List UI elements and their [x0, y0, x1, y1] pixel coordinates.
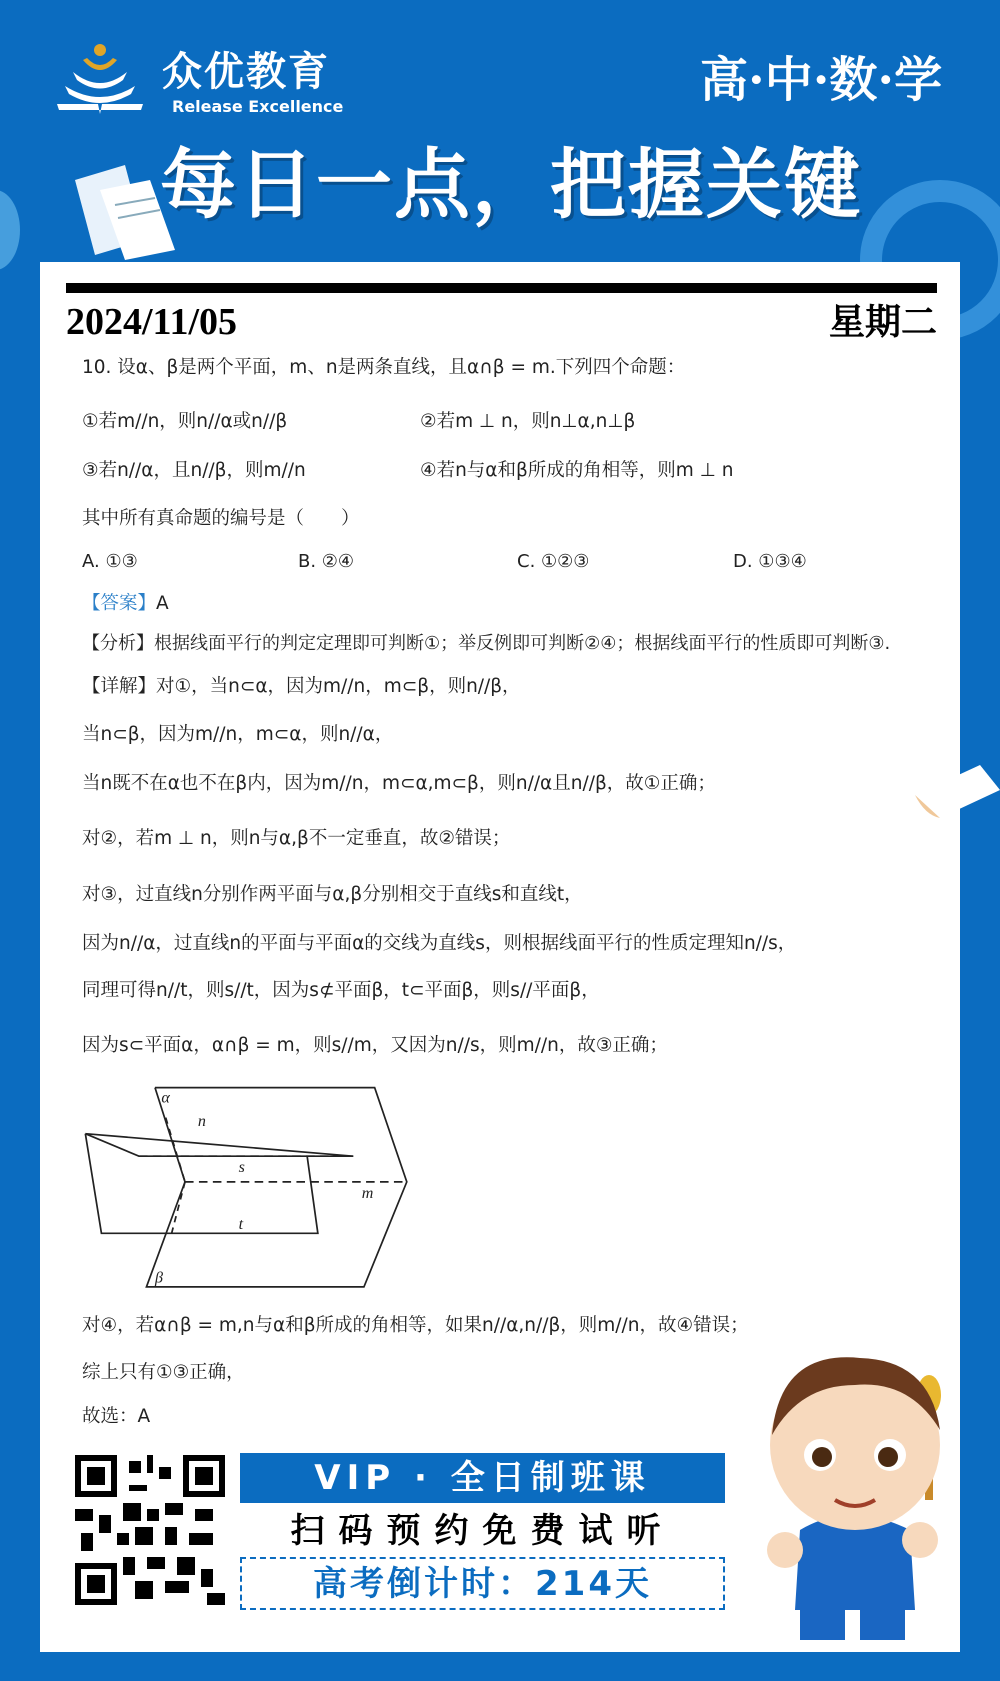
answer-tag: 【答案】: [82, 593, 157, 614]
final-answer: 故选：A: [82, 1406, 151, 1427]
solution-line: 对②，若m ⊥ n，则n与α,β不一定垂直，故②错误；: [82, 828, 511, 849]
answer-line: [82, 592, 169, 616]
detail-text: 对①，当n⊂α，因为m//n，m⊂β，则n//β，: [156, 676, 521, 697]
date: 2024/11/05: [66, 301, 238, 343]
proposition-4: ④若n与α和β所成的角相等，则m ⊥ n: [420, 460, 734, 481]
solution-line: 因为n//α，过直线n的平面与平面α的交线为直线s，则根据线面平行的性质定理知n//s，: [82, 933, 797, 954]
slogan: 每日一点，把握关键: [160, 140, 862, 229]
divider: [66, 283, 937, 293]
decorative-bubble: [0, 190, 20, 270]
mascot-illustration: [740, 1340, 960, 1650]
weekday: 星期二: [828, 301, 937, 343]
geometry-diagram: [80, 1080, 425, 1302]
detail-tag: 【详解】: [82, 676, 157, 697]
brand-name: 众优教育: [162, 49, 330, 95]
subject-title: 高·中·数·学: [700, 52, 943, 108]
question-stem: 10. 设α、β是两个平面，m、n是两条直线，且α∩β = m.下列四个命题：: [82, 357, 686, 378]
proposition-2: ②若m ⊥ n，则n⊥α,n⊥β: [420, 411, 636, 432]
solution-line: 同理可得n//t，则s//t，因为s⊄平面β，t⊂平面β，则s//平面β，: [82, 980, 600, 1001]
analysis-tag: 【分析】: [82, 633, 154, 654]
label-t: t: [238, 1216, 244, 1234]
scan-prompt: 扫码预约免费试听: [290, 1511, 675, 1551]
question-ask: 其中所有真命题的编号是（ ）: [82, 508, 360, 529]
paper-icon: [910, 760, 1000, 820]
option-b: B. ②④: [298, 551, 355, 572]
brand-logo-icon: [55, 42, 145, 117]
analysis-text: 根据线面平行的判定定理即可判断①；举反例即可判断②④；根据线面平行的性质即可判断③.: [154, 633, 891, 654]
proposition-1: ①若m//n，则n//α或n//β: [82, 411, 288, 432]
solution-line: 当n⊂β，因为m//n，m⊂α，则n//α，: [82, 724, 394, 745]
label-alpha: α: [161, 1089, 170, 1107]
option-d: D. ①③④: [733, 551, 807, 572]
solution-line: 对④，若α∩β = m,n与α和β所成的角相等，如果n//α,n//β，则m//n，故④错误；: [82, 1315, 749, 1336]
summary-line: 综上只有①③正确，: [82, 1362, 245, 1383]
label-s: s: [238, 1159, 245, 1177]
label-m: m: [361, 1184, 374, 1202]
solution-line: 因为s⊂平面α，α∩β = m，则s//m，又因为n//s，则m//n，故③正确；: [82, 1035, 668, 1056]
analysis-line: [82, 632, 890, 656]
solution-line: 当n既不在α也不在β内，因为m//n，m⊂α,m⊂β，则n//α且n//β，故①正确；: [82, 773, 716, 794]
label-beta: β: [155, 1269, 163, 1287]
exam-countdown: 高考倒计时：214天: [240, 1557, 725, 1610]
answer-value: A: [156, 593, 169, 614]
qr-code[interactable]: [75, 1455, 225, 1605]
option-c: C. ①②③: [517, 551, 590, 572]
brand-tagline: Release Excellence: [172, 97, 344, 116]
detail-line: [82, 675, 521, 699]
option-a: A. ①③: [82, 551, 138, 572]
proposition-3: ③若n//α，且n//β，则m//n: [82, 460, 306, 481]
solution-line: 对③，过直线n分别作两平面与α,β分别相交于直线s和直线t，: [82, 884, 583, 905]
vip-banner: VIP · 全日制班课: [240, 1453, 725, 1503]
label-n: n: [197, 1113, 206, 1131]
